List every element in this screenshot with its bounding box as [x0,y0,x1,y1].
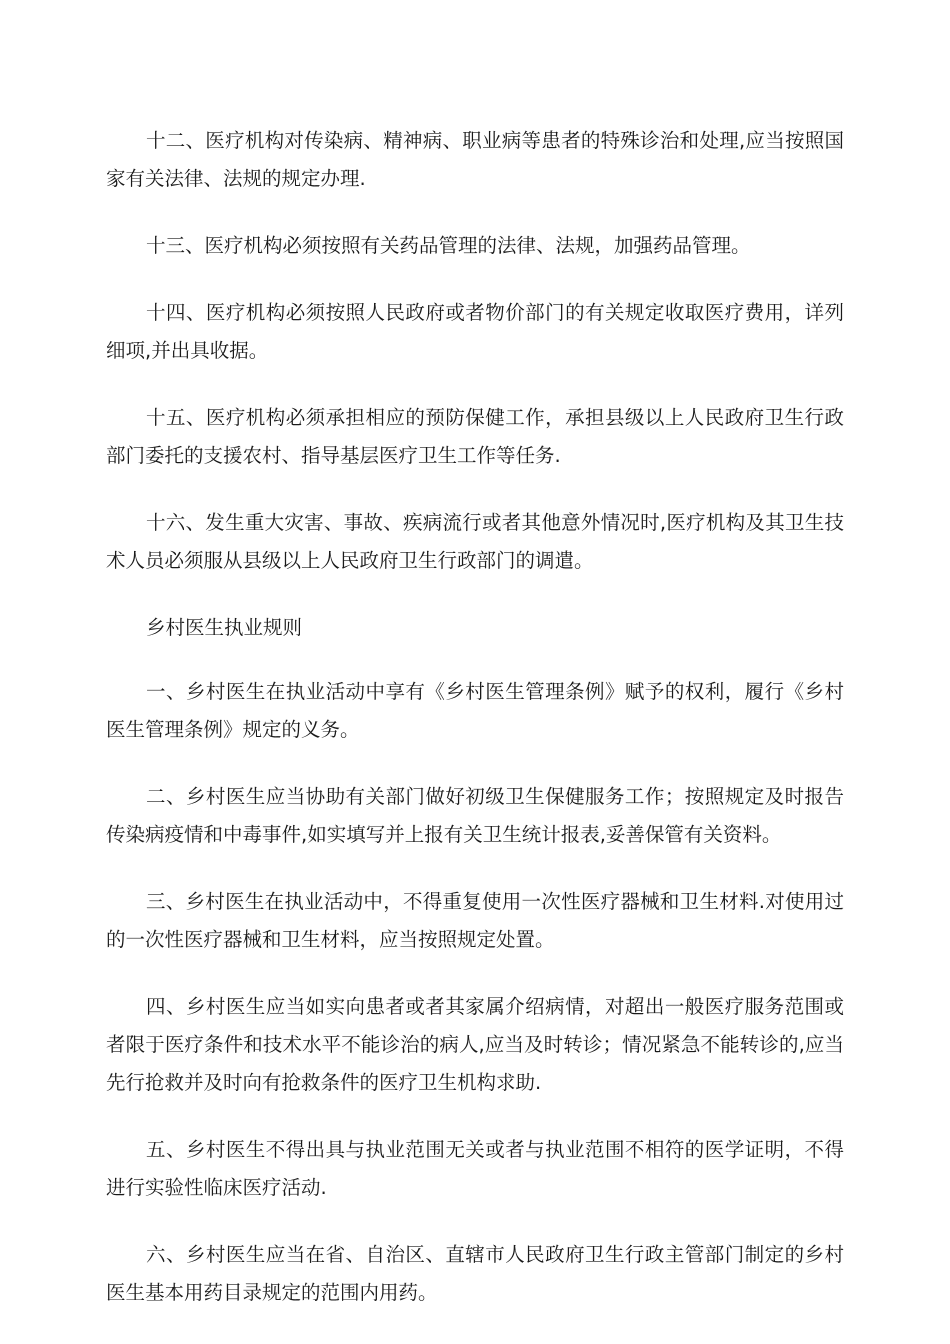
paragraph-rule-2: 二、乡村医生应当协助有关部门做好初级卫生保健服务工作；按照规定及时报告传染病疫情和中毒事件,如实填写并上报有关卫生统计报表,妥善保管有关资料。 [106,785,844,846]
paragraph-article-16: 十六、发生重大灾害、事故、疾病流行或者其他意外情况时,医疗机构及其卫生技术人员必须服从县级以上人民政府卫生行政部门的调遣。 [106,511,844,572]
paragraph-article-14: 十四、医疗机构必须按照人民政府或者物价部门的有关规定收取医疗费用，详列细项,并出具收据。 [106,301,844,362]
paragraph-article-12: 十二、医疗机构对传染病、精神病、职业病等患者的特殊诊治和处理,应当按照国家有关法律、法规的规定办理. [106,129,844,190]
paragraph-article-15: 十五、医疗机构必须承担相应的预防保健工作，承担县级以上人民政府卫生行政部门委托的支援农村、指导基层医疗卫生工作等任务. [106,406,844,467]
paragraph-rule-5: 五、乡村医生不得出具与执业范围无关或者与执业范围不相符的医学证明，不得进行实验性临床医疗活动. [106,1138,844,1199]
paragraph-article-13: 十三、医疗机构必须按照有关药品管理的法律、法规，加强药品管理。 [146,234,751,257]
paragraph-rule-6: 六、乡村医生应当在省、自治区、直辖市人民政府卫生行政主管部门制定的乡村医生基本用药目录规定的范围内用药。 [106,1243,844,1304]
paragraph-rule-3: 三、乡村医生在执业活动中，不得重复使用一次性医疗器械和卫生材料.对使用过的一次性医疗器械和卫生材料，应当按照规定处置。 [106,890,844,951]
document-body [106,122,844,1341]
paragraph-rule-1: 一、乡村医生在执业活动中享有《乡村医生管理条例》赋予的权利，履行《乡村医生管理条例》规定的义务。 [106,680,844,741]
section-heading: 乡村医生执业规则 [146,616,303,639]
paragraph-rule-4: 四、乡村医生应当如实向患者或者其家属介绍病情，对超出一般医疗服务范围或者限于医疗条件和技术水平不能诊治的病人,应当及时转诊；情况紧急不能转诊的,应当先行抢救并及时向有抢救条件的医疗卫生机构求助. [106,995,844,1094]
